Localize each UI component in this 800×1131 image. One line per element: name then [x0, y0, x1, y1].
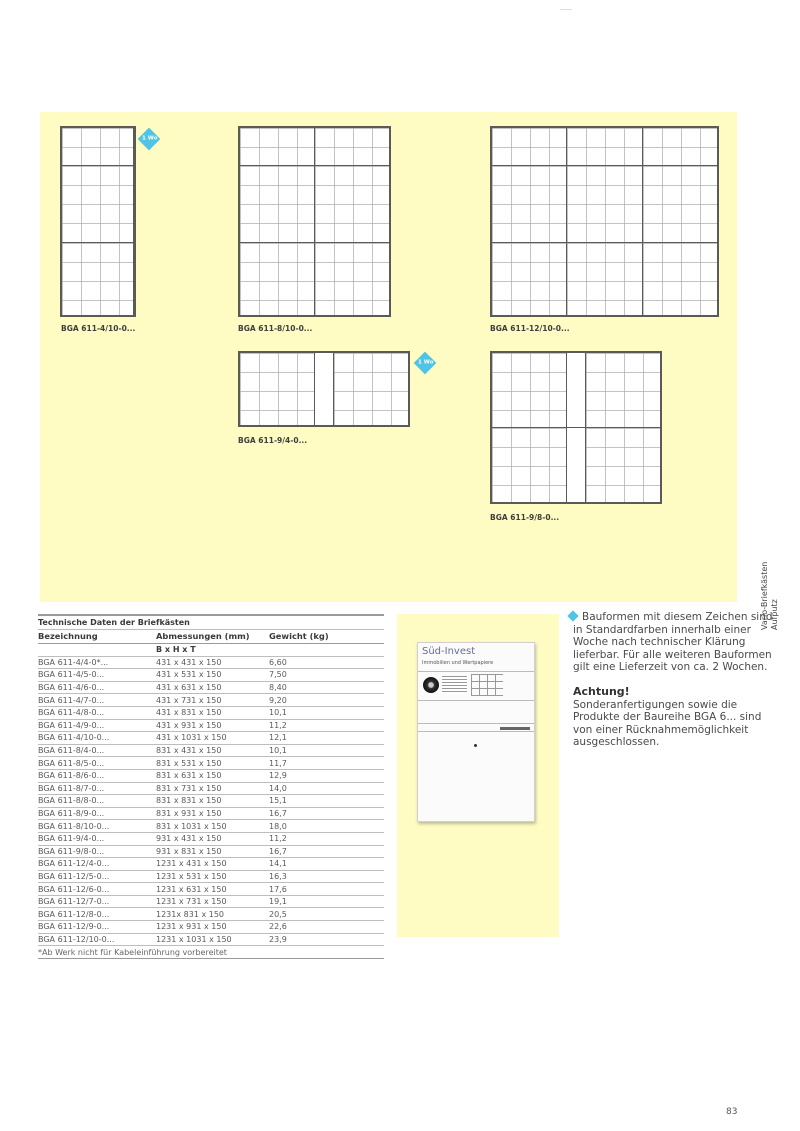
cell-dimensions: 831 x 931 x 150 [156, 807, 269, 820]
lock-icon [474, 744, 477, 747]
warning-title: Achtung! [573, 684, 630, 698]
cell-weight: 20,5 [269, 908, 384, 921]
cell-weight: 19,1 [269, 895, 384, 908]
cell-dimensions: 431 x 931 x 150 [156, 719, 269, 732]
table-body [38, 656, 384, 946]
info-text-block [573, 611, 773, 749]
cell-designation: BGA 611-8/10-0... [38, 820, 156, 833]
one-week-badge-icon: 1 Wo [138, 128, 161, 151]
cell-weight: 15,1 [269, 795, 384, 808]
cell-dimensions: 831 x 631 x 150 [156, 769, 269, 782]
cell-designation: BGA 611-8/9-0... [38, 807, 156, 820]
cell-weight: 16,7 [269, 807, 384, 820]
cell-weight: 11,7 [269, 757, 384, 770]
table-row [38, 933, 384, 946]
cell-designation: BGA 611-8/7-0... [38, 782, 156, 795]
cell-weight: 10,1 [269, 706, 384, 719]
table-row [38, 706, 384, 719]
cell-weight: 11,2 [269, 832, 384, 845]
mailbox-brand: Süd-Invest [422, 646, 476, 657]
table-row [38, 656, 384, 669]
table-row [38, 769, 384, 782]
warning-text: Sonderanfertigungen sowie die Produkte der Baureihe BGA 6... sind von einer Rücknahmemöglichkeit ausgeschlossen. [573, 698, 762, 749]
dimension-units: B x H x T [156, 644, 269, 657]
cell-designation: BGA 611-4/9-0... [38, 719, 156, 732]
table-row [38, 921, 384, 934]
cell-weight: 14,1 [269, 858, 384, 871]
cell-dimensions: 831 x 431 x 150 [156, 744, 269, 757]
cell-designation: BGA 611-9/8-0... [38, 845, 156, 858]
cell-designation: BGA 611-8/6-0... [38, 769, 156, 782]
cell-weight: 10,1 [269, 744, 384, 757]
cell-dimensions: 1231 x 731 x 150 [156, 895, 269, 908]
diagram-label: BGA 611-9/8-0... [490, 513, 560, 522]
cell-designation: BGA 611-12/4-0... [38, 858, 156, 871]
mailbox-grid [238, 126, 391, 317]
cell-weight: 22,6 [269, 921, 384, 934]
mailbox-grid [490, 126, 719, 317]
cell-dimensions: 431 x 731 x 150 [156, 694, 269, 707]
mailbox-grid [238, 351, 410, 427]
diagram-label: BGA 611-12/10-0... [490, 324, 570, 333]
mail-slot [500, 727, 530, 730]
page-number: 83 [726, 1107, 738, 1117]
cell-dimensions: 431 x 831 x 150 [156, 706, 269, 719]
cell-weight: 12,9 [269, 769, 384, 782]
cell-dimensions: 431 x 531 x 150 [156, 669, 269, 682]
cell-weight: 6,60 [269, 656, 384, 669]
table-row [38, 744, 384, 757]
column-header-dimensions: Abmessungen (mm) [156, 630, 269, 644]
column-header-weight: Gewicht (kg) [269, 630, 384, 644]
cell-dimensions: 1231 x 631 x 150 [156, 883, 269, 896]
cell-designation: BGA 611-12/9-0... [38, 921, 156, 934]
table-row [38, 883, 384, 896]
one-week-badge-icon [567, 610, 578, 621]
table-row [38, 732, 384, 745]
table-row [38, 795, 384, 808]
side-tab-subtitle: Aufputz [770, 599, 779, 630]
table-title: Technische Daten der Briefkästen [38, 615, 384, 630]
cell-designation: BGA 611-8/4-0... [38, 744, 156, 757]
side-tab-title: Vario-Briefkästen [760, 561, 769, 630]
table-row [38, 681, 384, 694]
cell-weight: 17,6 [269, 883, 384, 896]
cell-designation: BGA 611-4/4-0*... [38, 656, 156, 669]
cell-weight: 18,0 [269, 820, 384, 833]
mailbox-photo [417, 642, 535, 822]
delivery-info: Bauformen mit diesem Zeichen sind in Standardfarben innerhalb einer Woche nach technischer Klärung lieferbar. Für alle weiteren Bauformen gilt eine Lieferzeit von ca. 2 Wochen. [573, 611, 773, 674]
table-row [38, 694, 384, 707]
cell-weight: 23,9 [269, 933, 384, 946]
cell-designation: BGA 611-4/7-0... [38, 694, 156, 707]
table-row [38, 832, 384, 845]
cell-weight: 11,2 [269, 719, 384, 732]
table-row [38, 669, 384, 682]
keypad-icon [471, 674, 503, 696]
cell-dimensions: 1231 x 931 x 150 [156, 921, 269, 934]
cell-weight: 12,1 [269, 732, 384, 745]
column-header-designation: Bezeichnung [38, 630, 156, 644]
cell-designation: BGA 611-4/8-0... [38, 706, 156, 719]
cell-dimensions: 931 x 831 x 150 [156, 845, 269, 858]
cell-designation: BGA 611-12/8-0... [38, 908, 156, 921]
cell-designation: BGA 611-9/4-0... [38, 832, 156, 845]
cell-dimensions: 431 x 431 x 150 [156, 656, 269, 669]
product-photo-panel [397, 614, 559, 937]
diagram-label: BGA 611-8/10-0... [238, 324, 313, 333]
table-footnote: *Ab Werk nicht für Kabeleinführung vorbereitet [38, 946, 384, 959]
cell-dimensions: 431 x 631 x 150 [156, 681, 269, 694]
cell-designation: BGA 611-12/7-0... [38, 895, 156, 908]
cell-dimensions: 1231x 831 x 150 [156, 908, 269, 921]
cell-dimensions: 1231 x 431 x 150 [156, 858, 269, 871]
table-row [38, 820, 384, 833]
mailbox-grid [60, 126, 136, 317]
camera-icon [423, 677, 439, 693]
table-row [38, 845, 384, 858]
mailbox-brand-subtitle: Immobilien und Wertpapiere [422, 660, 494, 666]
table-row [38, 807, 384, 820]
cell-dimensions: 1231 x 1031 x 150 [156, 933, 269, 946]
technical-data-table [38, 614, 384, 959]
cell-dimensions: 831 x 731 x 150 [156, 782, 269, 795]
cell-dimensions: 431 x 1031 x 150 [156, 732, 269, 745]
diagram-label: BGA 611-9/4-0... [238, 436, 308, 445]
cell-dimensions: 831 x 1031 x 150 [156, 820, 269, 833]
cell-weight: 14,0 [269, 782, 384, 795]
mailbox-grid [490, 351, 662, 504]
cell-designation: BGA 611-8/8-0... [38, 795, 156, 808]
cell-designation: BGA 611-12/5-0... [38, 870, 156, 883]
one-week-badge-icon: 1 Wo [414, 352, 437, 375]
cell-dimensions: 931 x 431 x 150 [156, 832, 269, 845]
top-crop-mark [560, 9, 572, 10]
cell-dimensions: 831 x 831 x 150 [156, 795, 269, 808]
table-row [38, 757, 384, 770]
cell-weight: 7,50 [269, 669, 384, 682]
table-row [38, 895, 384, 908]
cell-weight: 8,40 [269, 681, 384, 694]
cell-designation: BGA 611-4/10-0... [38, 732, 156, 745]
cell-designation: BGA 611-4/6-0... [38, 681, 156, 694]
table-row [38, 870, 384, 883]
cell-designation: BGA 611-12/10-0... [38, 933, 156, 946]
table-row [38, 719, 384, 732]
cell-weight: 16,7 [269, 845, 384, 858]
table-row [38, 908, 384, 921]
table-row [38, 858, 384, 871]
cell-weight: 16,3 [269, 870, 384, 883]
cell-weight: 9,20 [269, 694, 384, 707]
cell-designation: BGA 611-4/5-0... [38, 669, 156, 682]
speaker-grille-icon [442, 676, 467, 694]
cell-dimensions: 831 x 531 x 150 [156, 757, 269, 770]
cell-designation: BGA 611-12/6-0... [38, 883, 156, 896]
cell-dimensions: 1231 x 531 x 150 [156, 870, 269, 883]
diagram-label: BGA 611-4/10-0... [61, 324, 136, 333]
cell-designation: BGA 611-8/5-0... [38, 757, 156, 770]
table-row [38, 782, 384, 795]
